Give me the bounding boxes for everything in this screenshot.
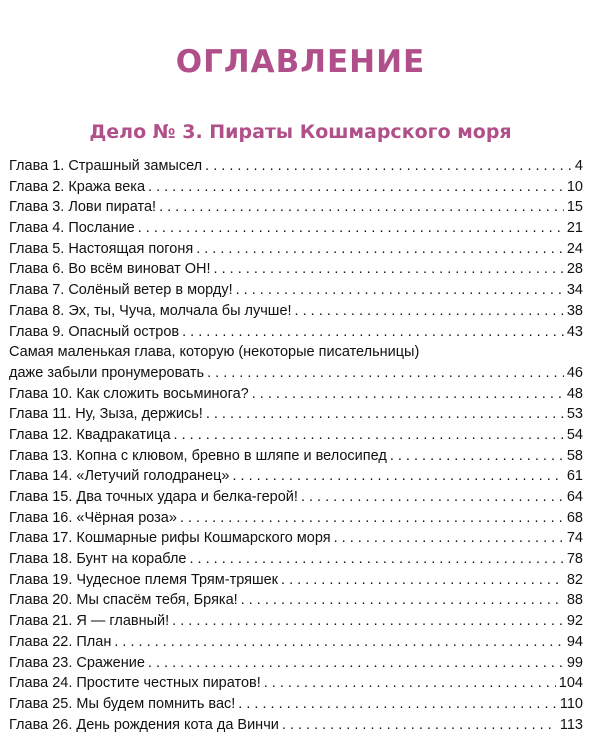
toc-entry <box>9 384 583 405</box>
dot-leader <box>295 301 564 322</box>
dot-leader <box>301 487 564 508</box>
toc-entry <box>9 508 583 529</box>
toc-entry-label: Глава 15. Два точных удара и белка-герой! <box>9 489 298 505</box>
toc-entry <box>9 425 583 446</box>
toc-entry-label: Глава 17. Кошмарные рифы Кошмарского моря <box>9 530 331 547</box>
toc-entry <box>9 301 583 322</box>
dot-leader <box>334 528 564 549</box>
toc-entry <box>9 466 583 487</box>
dot-leader <box>148 653 564 674</box>
dot-leader <box>206 404 564 425</box>
toc-entry-label: Глава 8. Эх, ты, Чуча, молчала бы лучше! <box>9 302 292 319</box>
toc-entry <box>9 694 583 715</box>
toc-entry-page: 68 <box>566 509 583 526</box>
toc-entry-label: Глава 1. Страшный замысел <box>9 158 203 174</box>
toc-entry-label: Глава 13. Копна с клювом, бревно в шляпе и велосипед <box>9 447 387 464</box>
dot-leader <box>282 715 557 736</box>
toc-entry <box>9 632 583 653</box>
toc-entry <box>9 715 583 736</box>
toc-entry-page: 58 <box>566 447 583 464</box>
dot-leader <box>236 280 564 301</box>
toc-entry-page: 92 <box>566 613 583 630</box>
toc-entry-label: Глава 10. Как сложить восьминога? <box>9 385 249 402</box>
toc-entry-page: 4 <box>574 158 583 174</box>
toc-entry <box>9 653 583 674</box>
toc-entry-page: 53 <box>566 406 583 423</box>
toc-entry-label: даже забыли пронумеровать <box>9 364 205 381</box>
toc-entry <box>9 322 583 343</box>
toc-entry-label: Глава 2. Кража века <box>9 178 146 195</box>
dot-leader <box>238 694 557 715</box>
dot-leader <box>189 549 563 570</box>
toc-entry-page: 78 <box>566 551 583 568</box>
toc-entry-label: Глава 16. «Чёрная роза» <box>9 509 177 526</box>
toc-entry <box>9 363 583 384</box>
toc-entry <box>9 570 583 591</box>
toc-entry <box>9 611 583 632</box>
dot-leader <box>159 197 564 218</box>
toc-entry <box>9 673 583 694</box>
toc-entry-page: 99 <box>566 654 583 671</box>
dot-leader <box>214 259 564 280</box>
table-of-contents <box>9 156 583 735</box>
toc-entry-page: 110 <box>559 695 583 712</box>
toc-entry-label: Глава 22. План <box>9 633 112 650</box>
toc-entry-label: Глава 24. Простите честных пиратов! <box>9 675 261 692</box>
toc-entry-label: Глава 6. Во всём виноват ОН! <box>9 261 211 278</box>
toc-entry-label: Глава 11. Ну, Зыза, держись! <box>9 406 203 423</box>
toc-entry-label: Глава 25. Мы будем помнить вас! <box>9 695 236 712</box>
toc-entry-page: 28 <box>566 261 583 278</box>
toc-entry-page: 46 <box>566 364 583 381</box>
dot-leader <box>233 466 564 487</box>
toc-entry-page: 104 <box>558 675 583 692</box>
toc-entry-page: 43 <box>566 323 583 340</box>
dot-leader <box>174 425 564 446</box>
toc-entry <box>9 197 583 218</box>
dot-leader <box>182 322 564 343</box>
dot-leader <box>172 611 564 632</box>
toc-entry-label: Глава 9. Опасный остров <box>9 323 180 340</box>
toc-entry-page: 88 <box>566 592 583 609</box>
toc-entry-label: Глава 23. Сражение <box>9 654 145 671</box>
toc-entry-page: 21 <box>566 220 583 237</box>
toc-entry-label: Самая маленькая глава, которую (некоторые писательницы) <box>9 344 420 361</box>
toc-entry-label: Глава 21. Я — главный! <box>9 613 170 630</box>
dot-leader <box>180 508 564 529</box>
toc-entry-page: 10 <box>566 178 583 195</box>
toc-entry-label: Глава 18. Бунт на корабле <box>9 551 187 568</box>
toc-entry-label: Глава 5. Настоящая погоня <box>9 240 194 257</box>
toc-entry <box>9 590 583 611</box>
toc-entry-label: Глава 12. Квадракатица <box>9 426 171 443</box>
dot-leader <box>264 673 556 694</box>
dot-leader <box>252 384 564 405</box>
toc-entry-label: Глава 4. Послание <box>9 220 135 237</box>
toc-entry-label: Глава 7. Солёный ветер в морду! <box>9 282 233 299</box>
toc-entry-page: 61 <box>566 468 583 485</box>
toc-entry <box>9 156 583 177</box>
dot-leader <box>196 239 564 260</box>
toc-entry <box>9 528 583 549</box>
toc-entry-label: Глава 20. Мы спасём тебя, Бряка! <box>9 592 238 609</box>
toc-entry <box>9 280 583 301</box>
toc-entry-page: 38 <box>566 302 583 319</box>
toc-entry <box>9 239 583 260</box>
dot-leader <box>207 363 564 384</box>
toc-entry <box>9 446 583 467</box>
toc-entry-label: Глава 19. Чудесное племя Трям-тряшек <box>9 571 279 588</box>
toc-entry-page: 54 <box>566 426 583 443</box>
toc-entry-label: Глава 3. Лови пирата! <box>9 199 157 216</box>
toc-entry-page: 113 <box>559 716 583 733</box>
toc-entry <box>9 549 583 570</box>
dot-leader <box>241 590 564 611</box>
toc-entry-page: 24 <box>566 240 583 257</box>
toc-entry <box>9 177 583 198</box>
toc-entry-page: 64 <box>566 489 583 505</box>
dot-leader <box>138 218 564 239</box>
toc-entry <box>9 487 583 508</box>
toc-entry <box>9 404 583 425</box>
toc-entry <box>9 259 583 280</box>
toc-entry-page: 15 <box>566 199 583 216</box>
toc-entry-page: 94 <box>566 633 583 650</box>
dot-leader <box>114 632 564 653</box>
section-subtitle: Дело № 3. Пираты Кошмарского моря <box>89 121 512 143</box>
dot-leader <box>281 570 564 591</box>
toc-entry-page: 34 <box>566 282 583 299</box>
toc-entry-page: 74 <box>566 530 583 547</box>
dot-leader <box>205 156 572 177</box>
toc-entry <box>9 342 583 363</box>
toc-entry-page: 48 <box>566 385 583 402</box>
dot-leader <box>148 177 564 198</box>
toc-entry-label: Глава 26. День рождения кота да Винчи <box>9 716 279 733</box>
dot-leader <box>390 446 564 467</box>
toc-entry-page: 82 <box>566 571 583 588</box>
toc-entry-label: Глава 14. «Летучий голодранец» <box>9 468 230 485</box>
toc-entry <box>9 218 583 239</box>
page-title: ОГЛАВЛЕНИЕ <box>175 44 426 80</box>
